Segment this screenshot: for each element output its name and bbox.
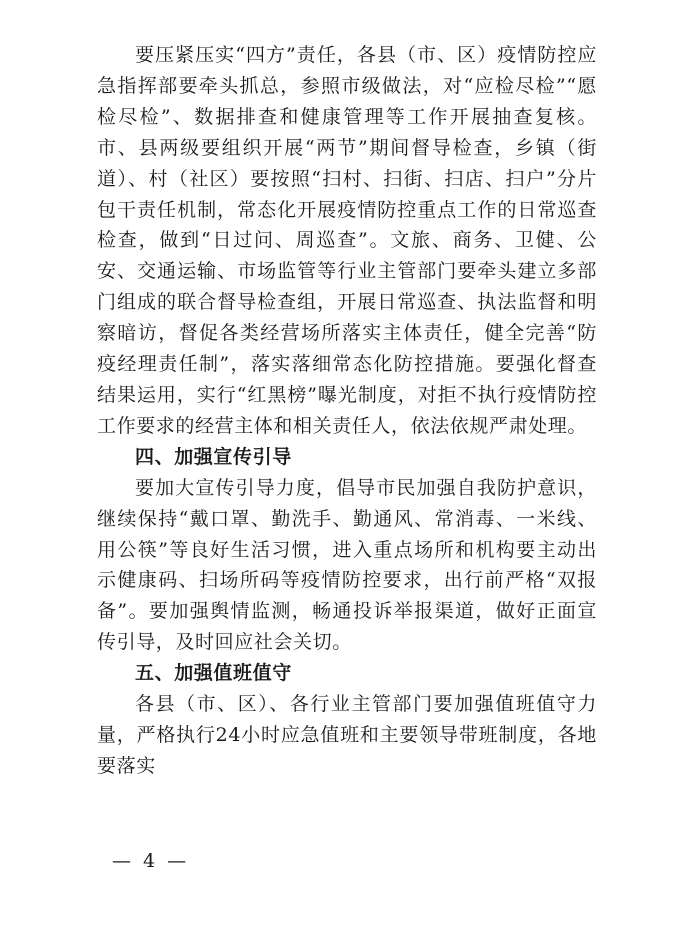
- paragraph-responsibility: 要压紧压实“四方”责任，各县（市、区）疫情防控应急指挥部要牵头抓总，参照市级做法，对“应检尽检”“愿检尽检”、数据排查和健康管理等工作开展抽查复核。市、县两级要组织开展“两节”期间督导检查，乡镇（街道）、村（社区）要按照“扫村、扫街、扫店、扫户”分片包干责任机制，常态化开展疫情防控重点工作的日常巡查检查，做到“日过问、周巡查”。文旅、商务、卫健、公安、交通运输、市场监管等行业主管部门要牵头建立多部门组成的联合督导检查组，开展日常巡查、执法监督和明察暗访，督促各类经营场所落实主体责任，健全完善“防疫经理责任制”，落实落细常态化防控措施。要强化督查结果运用，实行“红黑榜”曝光制度，对拒不执行疫情防控工作要求的经营主体和相关责任人，依法依规严肃处理。: [97, 44, 597, 437]
- section-heading-5: 五、加强值班值守: [135, 662, 292, 685]
- paragraph-duty: 各县（市、区）、各行业主管部门要加强值班值守力量，严格执行24小时应急值班和主要领导带班制度，各地要落实: [97, 693, 597, 777]
- section-heading-4: 四、加强宣传引导: [135, 445, 292, 468]
- page-number: — 4 —: [112, 850, 190, 872]
- document-body: [97, 40, 597, 782]
- paragraph-publicity: 要加大宣传引导力度，倡导市民加强自我防护意识，继续保持“戴口罩、勤洗手、勤通风、常消毒、一米线、用公筷”等良好生活习惯，进入重点场所和机构要主动出示健康码、扫场所码等疫情防控要求，出行前严格“双报备”。要加强舆情监测，畅通投诉举报渠道，做好正面宣传引导，及时回应社会关切。: [97, 476, 597, 654]
